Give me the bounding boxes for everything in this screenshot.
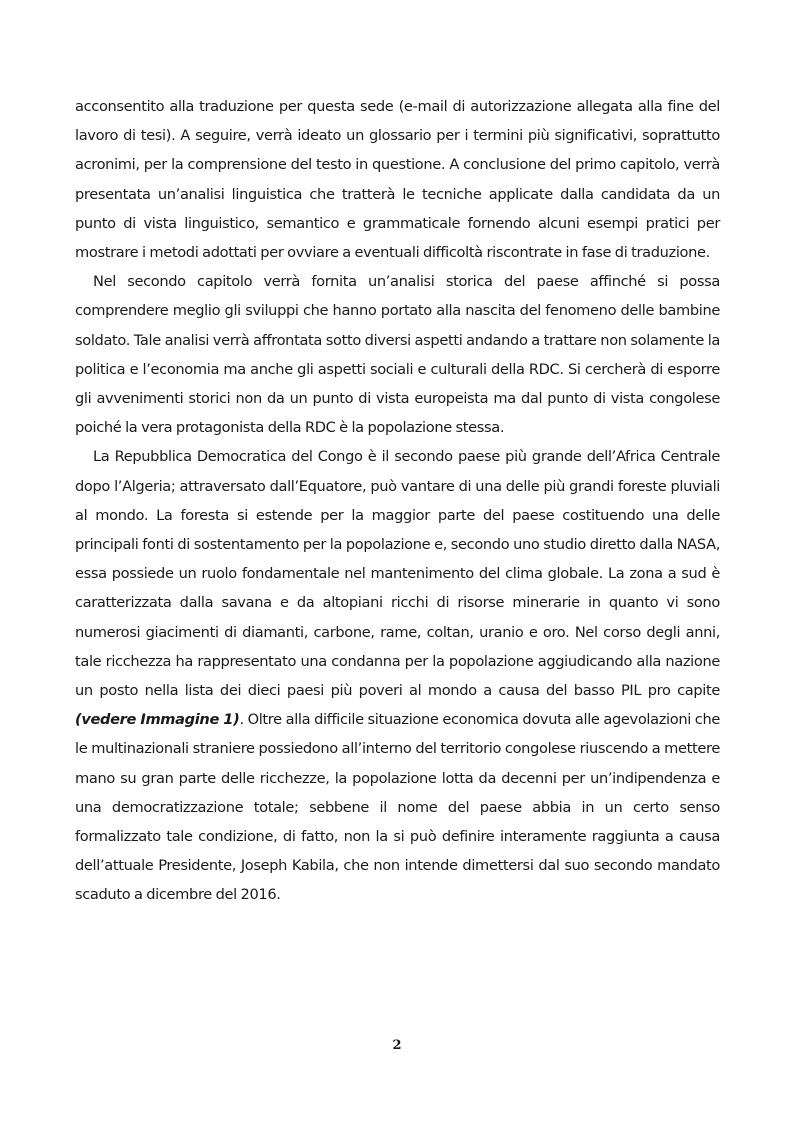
page-number: 2 [392,1038,402,1053]
body-text [75,92,720,910]
paragraph-intro-continuation: acconsentito alla traduzione per questa sede (e-mail di autorizzazione allegata alla fine del lavoro di tesi). A seguire, verrà ideato un glossario per i termini più significativi, soprattutto acronimi, per la comprensione del testo in questione. A conclusione del primo capitolo, verrà presentata un’analisi linguistica che tratterà le tecniche applicate dalla candidata da un punto di vista linguistico, semantico e grammaticale fornendo alcuni esempi pratici per mostrare i metodi adottati per ovviare a eventuali difficoltà riscontrate in fase di traduzione. [75,98,720,262]
paragraph-drc-text-after: . Oltre alla difficile situazione economica dovuta alle agevolazioni che le multinazionali straniere possiedono all’interno del territorio congolese riuscendo a mettere mano su gran parte delle ricchezze, la popolazione lotta da decenni per un’indipendenza e una democratizzazione totale; sebbene il nome del paese abbia in un certo senso formalizzato tale condizione, di fatto, non la si può definire interamente raggiunta a causa dell’attuale Presidente, Joseph Kabila, che non intende dimettersi dal suo secondo mandato scaduto a dicembre del 2016. [75,711,720,904]
paragraph-drc-text-before: La Repubblica Democratica del Congo è il secondo paese più grande dell’Africa Centrale dopo l’Algeria; attraversato dall’Equatore, può vantare di una delle più grandi foreste pluviali al mondo. La foresta si estende per la maggior parte del paese costituendo una delle principali fonti di sostentamento per la popolazione e, secondo uno studio diretto dalla NASA, essa possiede un ruolo fondamentale nel mantenimento del clima globale. La zona a sud è caratterizzata dalla savana e da altopiani ricchi di risorse minerarie in quanto vi sono numerosi giacimenti di diamanti, carbone, rame, coltan, uranio e oro. Nel corso degli anni, tale ricchezza ha rappresentato una condanna per la popolazione aggiudicando alla nazione un posto nella lista dei dieci paesi più poveri al mondo a causa del basso PIL pro capite [75,448,720,700]
image-reference-link: (vedere Immagine 1) [75,711,240,729]
paragraph-second-chapter: Nel secondo capitolo verrà fornita un’analisi storica del paese affinché si possa comprendere meglio gli sviluppi che hanno portato alla nascita del fenomeno delle bambine soldato. Tale analisi verrà affrontata sotto diversi aspetti andando a trattare non solamente la politica e l’economia ma anche gli aspetti sociali e culturali della RDC. Si cercherà di esporre gli avvenimenti storici non da un punto di vista europeista ma dal punto di vista congolese poiché la vera protagonista della RDC è la popolazione stessa. [75,273,720,437]
paragraph-drc-overview [75,442,720,909]
